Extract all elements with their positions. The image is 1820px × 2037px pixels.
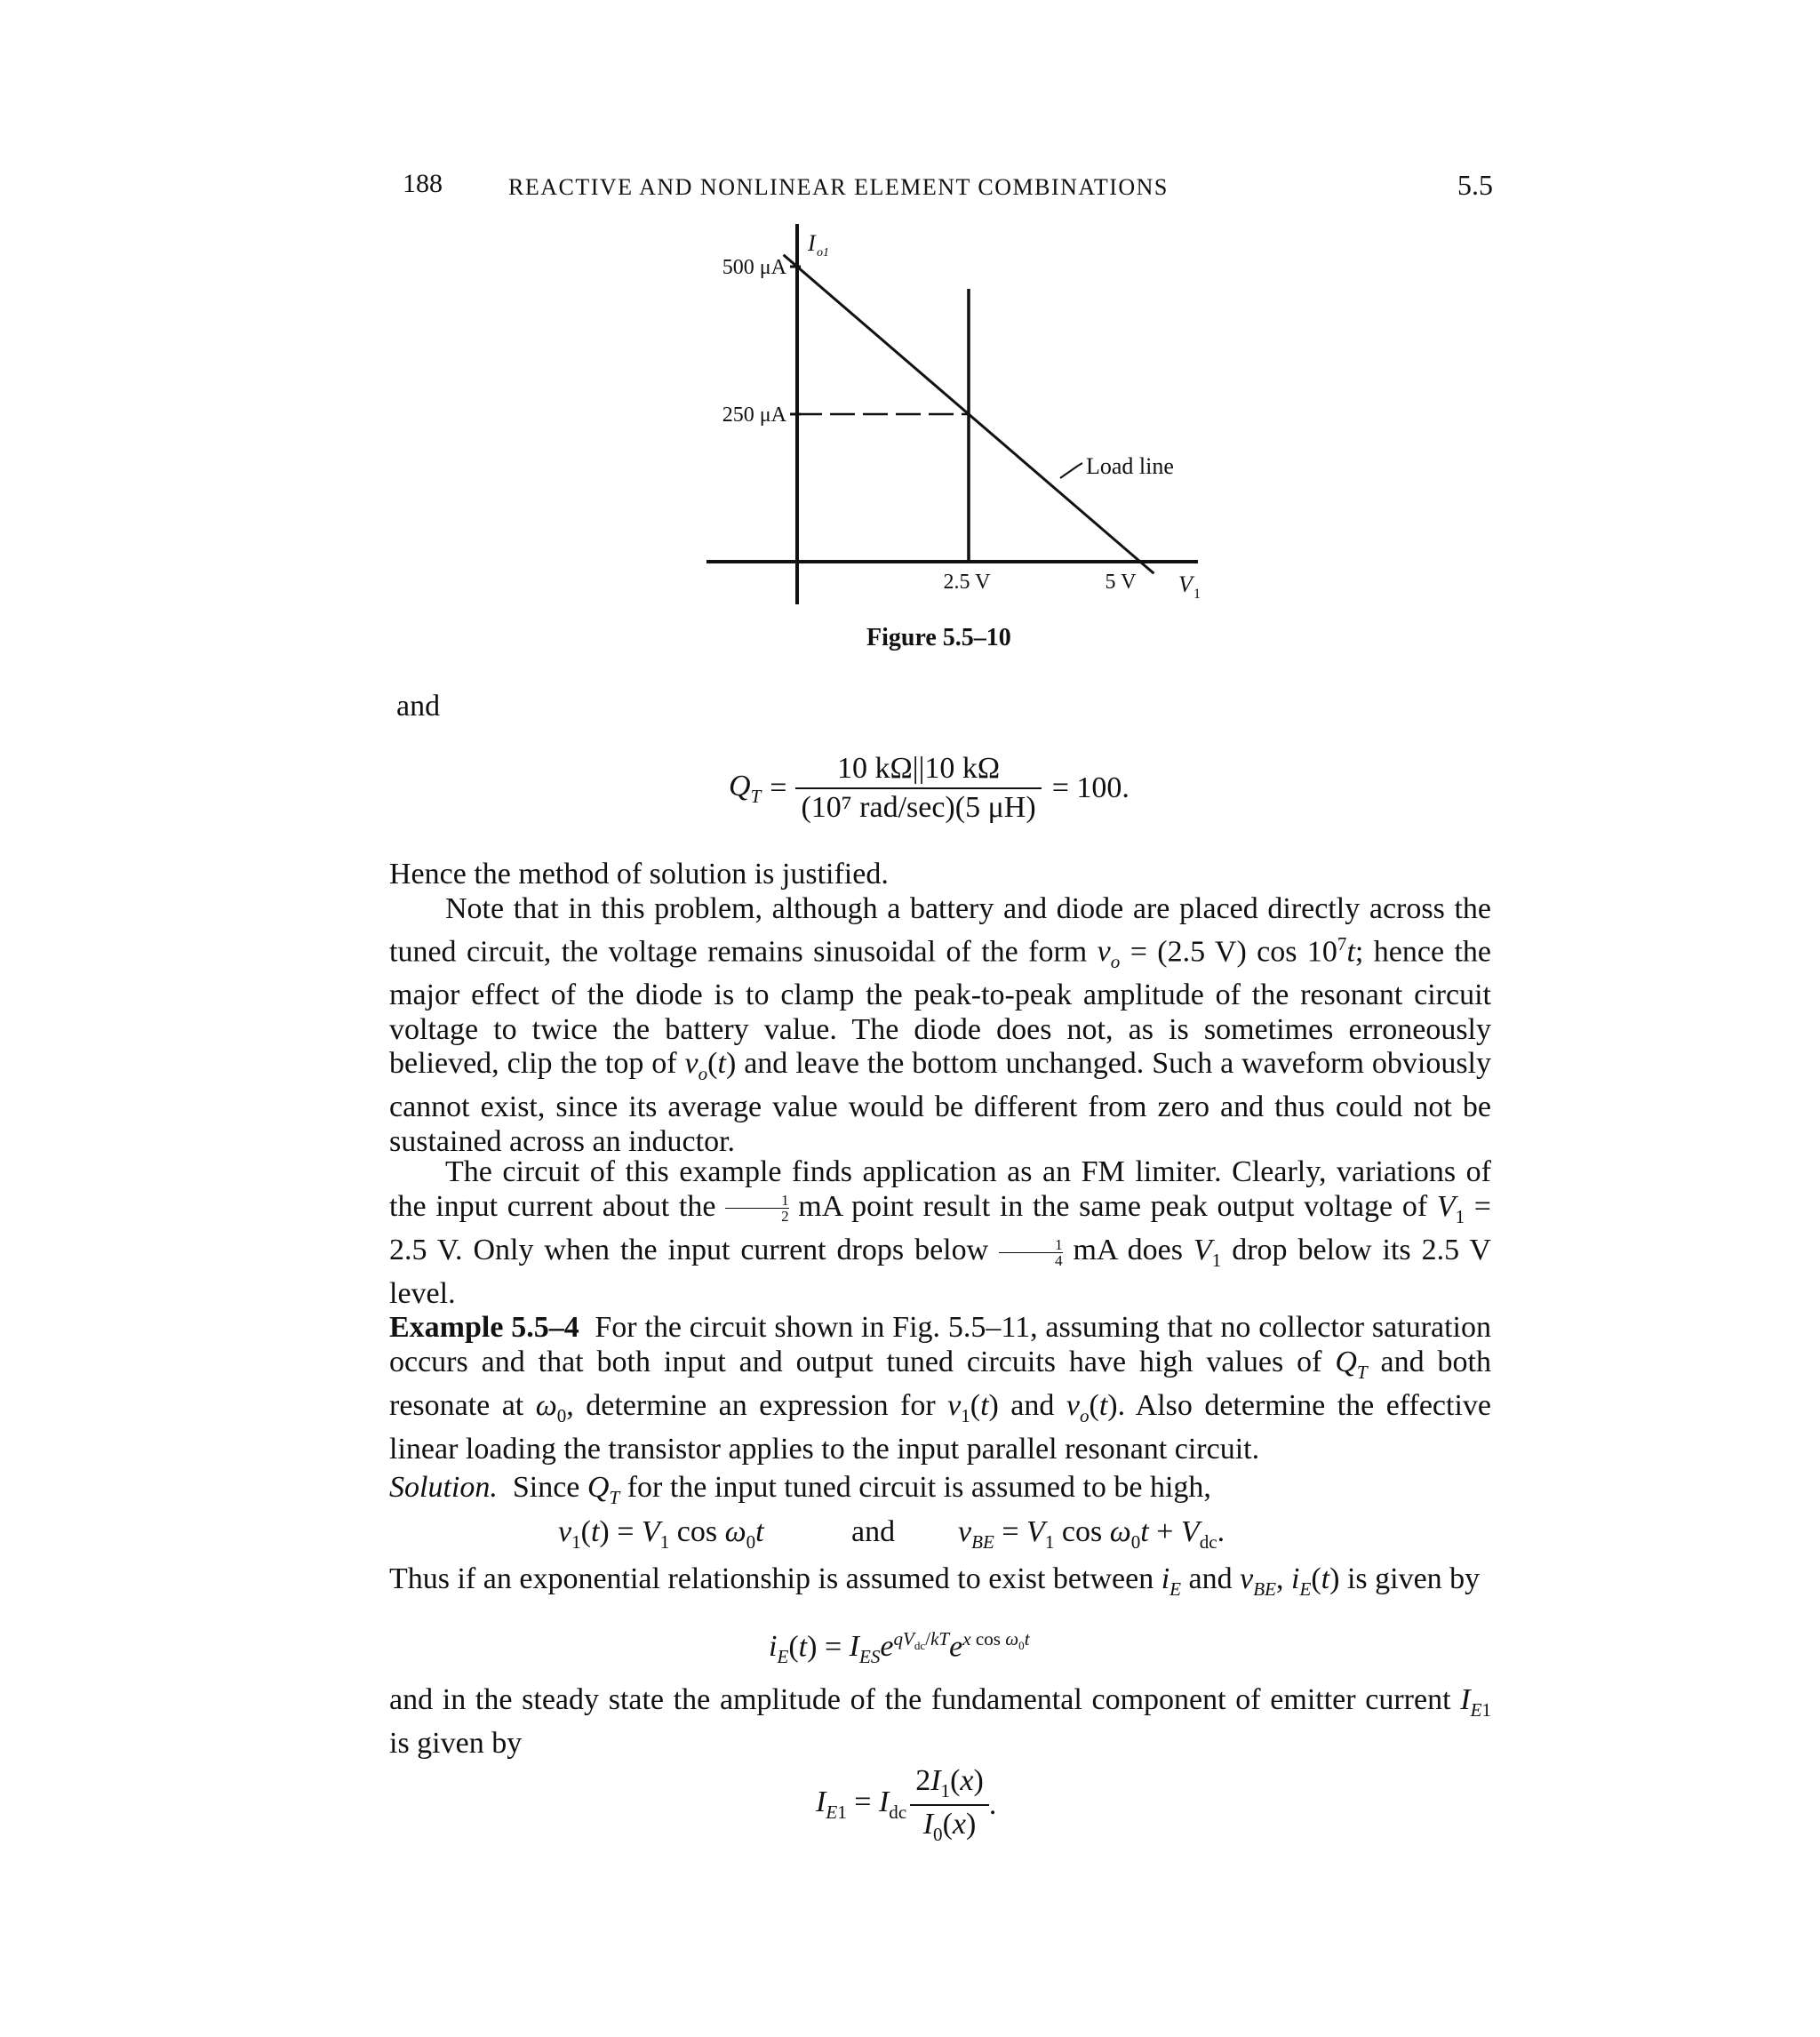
tick-label-5v: 5 V (1105, 571, 1137, 594)
qt-equation: $Q_T$ = $\frac{10 k\Omega||10 k\Omega}{\text{(10⁷ rad/sec)(5 μH)}}$ = 100. (729, 752, 1130, 824)
equation-ie: $i_E(t) = I_{ES}e^{qV_{dc}/kT}e^{x cos \omega_0t}$ (769, 1628, 1030, 1668)
qt-numerator: 10 kΩ||10 kΩ (795, 752, 1041, 789)
y-axis-label: I (808, 230, 816, 256)
tick-label-2p5v: 2.5 V (943, 571, 991, 594)
paragraph-exponential: Thus if an exponential relationship is assumed to exist between $i_E$ and $v_{BE}$, $i_E(t)$ is given by (389, 1562, 1481, 1600)
page-number: 188 (403, 169, 443, 198)
paragraph-note: Note that in this problem, although a battery and diode are placed directly across the tuned circuit, the voltage remains sinusoidal of the form $v_o = (2.5$ V) $\cos 10^7t$; hence the major effect of the diode is to clamp the peak-to-peak amplitude of the resonant circuit voltage to twice the battery value. The diode does not, as is sometimes erroneously believed, clip the top of $v_o(t)$ and leave the bottom unchanged. Such a waveform obviously cannot exist, since its average value would be different from zero and thus could not be sustained across an inductor. (389, 892, 1491, 1158)
solution-label: Solution. (389, 1471, 498, 1504)
qt-lhs: $Q_T$ (729, 769, 762, 807)
eq1-right: $v_{BE} = V_1$ $\cos \omega_0t + V_{dc}$. (958, 1515, 1225, 1553)
load-line-annotation: Load line (1086, 453, 1174, 479)
x-axis-label: V (1178, 571, 1193, 597)
load-line-figure (0, 0, 1820, 675)
paragraph-fm-limiter: The circuit of this example finds application as an FM limiter. Clearly, variations of the input current about the $\frac{1}{2}$ mA point result in the same peak output voltage of $V_1 = 2.5$ V. Only when the input current drops below $\frac{1}{4}$ mA does $V_1$ drop below its 2.5 V level. (389, 1155, 1491, 1311)
qt-denominator: (10⁷ rad/sec)(5 μH) (801, 791, 1036, 824)
eq1-and: and (851, 1515, 896, 1548)
solution-paragraph: Solution. Since $Q_T$ for the input tuned circuit is assumed to be high, (389, 1471, 1211, 1508)
eq3-denominator: $I_0(x)$ (922, 1807, 977, 1845)
figure-caption: Figure 5.5–10 (866, 624, 1011, 651)
and-text: and (396, 690, 441, 723)
paragraph-justified: Hence the method of solution is justified. (389, 858, 889, 891)
y-axis-label-sub: o1 (817, 246, 829, 260)
qt-fraction (795, 752, 1041, 825)
eq3-end: . (988, 1787, 997, 1821)
tick-label-250ua: 250 μA (722, 403, 786, 427)
eq1-left: $v_1(t) = V_1$ $\cos \omega_0t$ (558, 1515, 764, 1553)
example-paragraph: Example 5.5–4 For the circuit shown in Fig. 5.5–11, assuming that no collector saturation occurs and that both input and output tuned circuits have high values of $Q_T$ and both resonate at $\omega_0$, determine an expression for $v_1(t)$ and $v_o(t)$. Also determine the effective linear loading the transistor applies to the input parallel resonant circuit. (389, 1311, 1491, 1466)
tick-label-500ua: 500 μA (722, 256, 786, 279)
running-title: REACTIVE AND NONLINEAR ELEMENT COMBINATIONS (508, 174, 1169, 200)
example-label: Example 5.5–4 (389, 1311, 579, 1344)
qt-rhs: = 100. (1051, 771, 1130, 804)
x-axis-label-sub: 1 (1193, 587, 1201, 602)
section-number: 5.5 (1457, 169, 1493, 201)
equation-v1-vbe (558, 1515, 1225, 1554)
eq3-numerator: $2I_1(x)$ (910, 1764, 989, 1806)
eq3-fraction (910, 1764, 989, 1846)
annotation-leader-end (1078, 463, 1082, 466)
eq3-lhs: $I_{E1} = I_{dc}$ (816, 1785, 907, 1824)
paragraph-steady-state: and in the steady state the amplitude of the fundamental component of emitter current $I_{E1}$ is given by (389, 1683, 1491, 1761)
annotation-leader (1060, 466, 1078, 478)
equation-ie1 (816, 1764, 996, 1846)
